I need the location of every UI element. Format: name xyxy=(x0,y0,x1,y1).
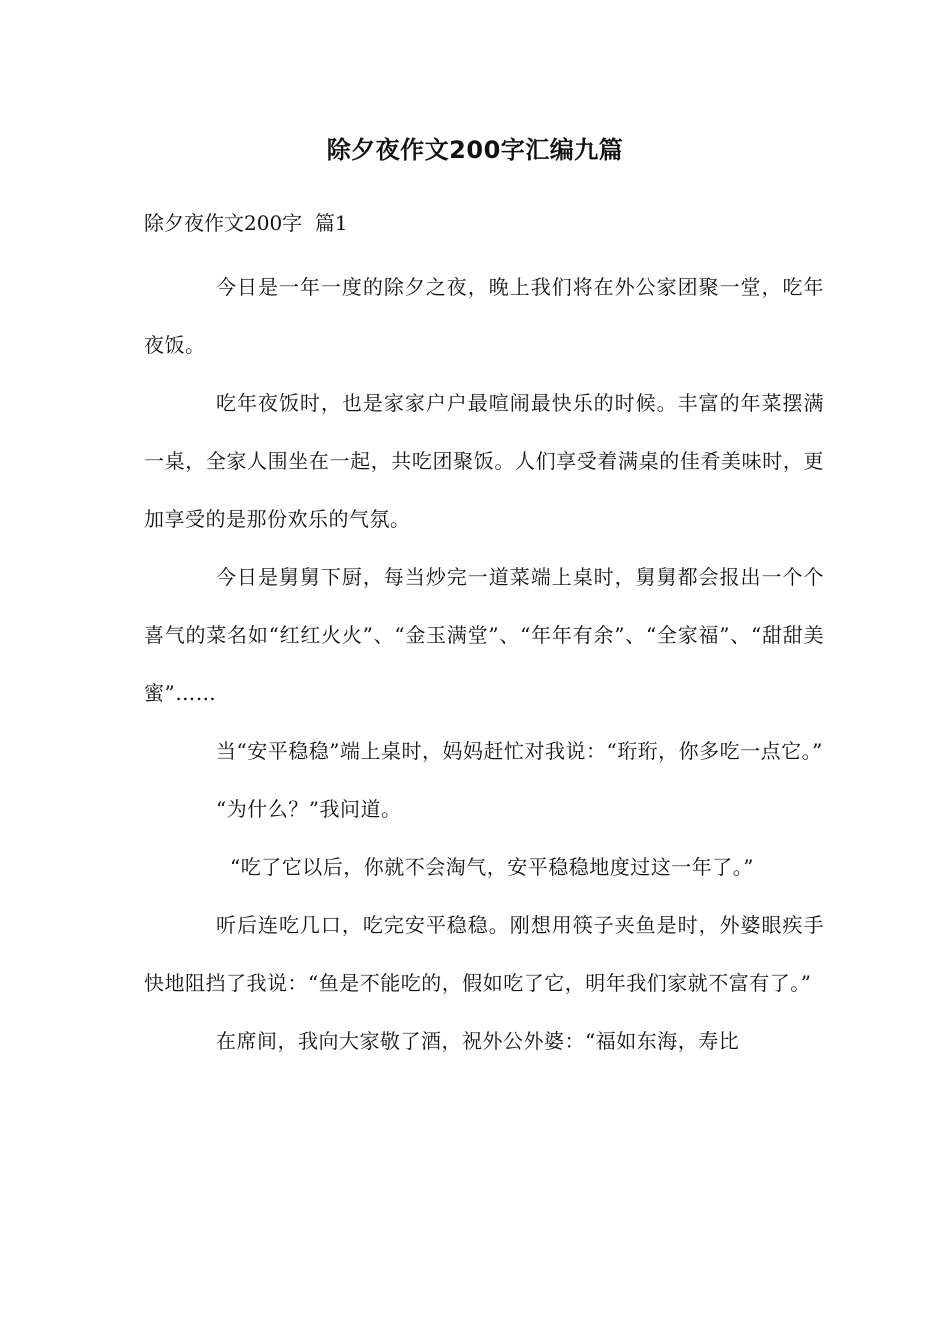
paragraph: 吃年夜饭时，也是家家户户最喧闹最快乐的时候。丰富的年菜摆满一桌，全家人围坐在一起，共吃团聚饭。人们享受着满桌的佳肴美味时，更加享受的是那份欢乐的气氛。 xyxy=(144,391,824,531)
paragraph: 今日是一年一度的除夕之夜，晚上我们将在外公家团聚一堂，吃年夜饭。 xyxy=(144,275,824,357)
paragraph: 在席间，我向大家敬了酒，祝外公外婆：“福如东海，寿比 xyxy=(216,1029,740,1053)
document-title: 除夕夜作文200字汇编九篇 xyxy=(326,136,624,164)
section-heading: 除夕夜作文200字 篇1 xyxy=(144,211,348,235)
paragraph: 今日是舅舅下厨，每当炒完一道菜端上桌时，舅舅都会报出一个个喜气的菜名如“红红火火”、“金玉满堂”、“年年有余”、“全家福”、“甜甜美蜜”…… xyxy=(144,565,824,705)
paragraph: “为什么？”我问道。 xyxy=(216,797,402,821)
paragraph: 听后连吃几口，吃完安平稳稳。刚想用筷子夹鱼是时，外婆眼疾手快地阻挡了我说：“鱼是不能吃的，假如吃了它，明年我们家就不富有了。” xyxy=(144,913,824,995)
paragraph: “吃了它以后，你就不会淘气，安平稳稳地度过这一年了。” xyxy=(230,855,754,879)
document-body xyxy=(144,258,824,1070)
paragraph: 当“安平稳稳”端上桌时，妈妈赶忙对我说：“珩珩，你多吃一点它。” xyxy=(216,739,823,763)
